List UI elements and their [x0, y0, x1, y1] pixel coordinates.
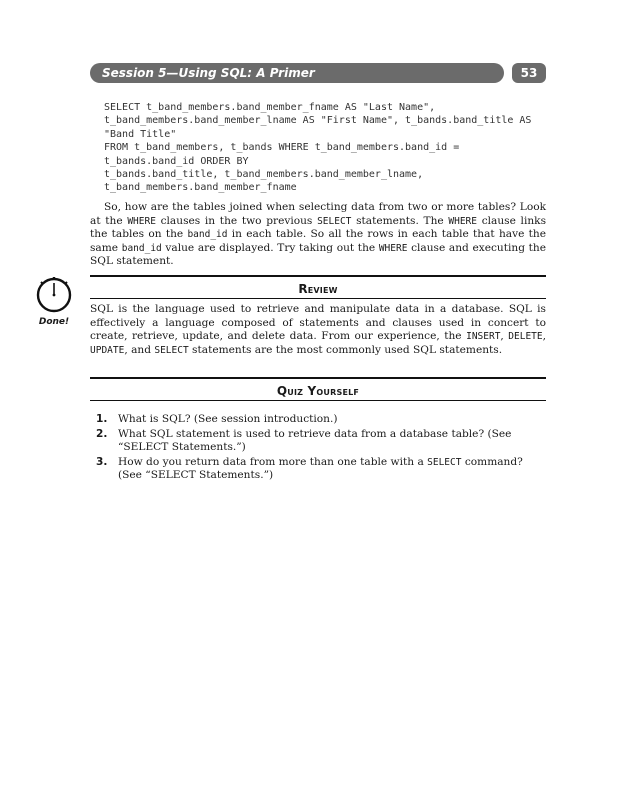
done-label: Done!: [38, 317, 70, 327]
text-run: clause and executing the SQL statement.: [90, 241, 546, 268]
inline-code: UPDATE: [90, 344, 125, 356]
text-run: in each table. So all the rows in each table that have the same: [90, 228, 546, 254]
inline-code: SELECT: [317, 215, 352, 227]
text-run: clause links the tables on the: [90, 214, 547, 241]
text-run: statements. The: [351, 214, 449, 227]
code-line: t_band_members.band_member_fname: [104, 182, 297, 194]
quiz-question: [118, 456, 523, 482]
quiz-question: What SQL statement is used to retrieve data from a database table? (See “SELECT Statements.”): [118, 427, 512, 454]
inline-code: WHERE: [127, 215, 156, 227]
quiz-number: 2.: [96, 427, 108, 440]
review-paragraph: [90, 303, 546, 357]
quiz-number: 3.: [96, 455, 108, 468]
quiz-question: What is SQL? (See session introduction.): [118, 413, 338, 425]
running-header: [90, 63, 504, 83]
text-run: clauses in the two previous: [155, 214, 318, 227]
inline-code: band_id: [121, 242, 162, 254]
header-title: Session 5—Using SQL: A Primer: [102, 66, 315, 80]
quiz-top-rule: [90, 377, 546, 379]
code-line: t_bands.band_id ORDER BY: [104, 155, 249, 167]
review-bottom-rule: [90, 298, 546, 299]
inline-code: SELECT: [427, 456, 462, 468]
code-line: t_band_members.band_member_lname AS "First Name", t_bands.band_title AS: [104, 115, 532, 127]
page-number: 53: [512, 63, 546, 83]
inline-code: WHERE: [448, 215, 477, 227]
text-run: statements are the most commonly used SQL statements.: [188, 343, 503, 356]
quiz-list: [96, 413, 536, 484]
sql-code-listing: [104, 101, 531, 195]
code-line: t_bands.band_title, t_band_members.band_member_lname,: [104, 169, 424, 181]
stopwatch-icon: [34, 274, 74, 314]
text-run: , and: [124, 343, 155, 356]
text-run: How do you return data from more than one table with a: [118, 455, 428, 468]
quiz-bottom-rule: [90, 400, 546, 401]
text-run: command? (See “SELECT Statements.”): [118, 455, 523, 482]
text-run: So, how are the tables joined when selecting data from two or more tables? Look at the: [90, 201, 546, 227]
quiz-heading: Quiz Yourself: [276, 384, 360, 398]
inline-code: band_id: [187, 229, 228, 241]
code-line: "Band Title": [104, 128, 177, 140]
list-item: [96, 428, 536, 455]
list-item: [96, 456, 536, 483]
join-paragraph: [90, 201, 546, 269]
inline-code: DELETE: [508, 331, 543, 343]
inline-code: INSERT: [466, 331, 501, 343]
list-item: [96, 413, 536, 427]
code-line: FROM t_band_members, t_bands WHERE t_band_members.band_id =: [104, 142, 460, 154]
quiz-number: 1.: [96, 413, 108, 425]
text-run: value are displayed. Try taking out the: [161, 241, 379, 254]
review-top-rule: [90, 275, 546, 277]
inline-code: SELECT: [154, 344, 189, 356]
code-line: SELECT t_band_members.band_member_fname AS "Last Name",: [104, 102, 436, 113]
text-run: ,: [542, 330, 546, 343]
text-run: SQL is the language used to retrieve and manipulate data in a database. SQL is effectively a language composed of statements and clauses used in concert to create, retrieve, update, and delete data. From our experience, the: [90, 303, 546, 343]
text-run: ,: [500, 330, 509, 343]
review-heading: Review: [298, 282, 338, 296]
inline-code: WHERE: [378, 242, 408, 254]
